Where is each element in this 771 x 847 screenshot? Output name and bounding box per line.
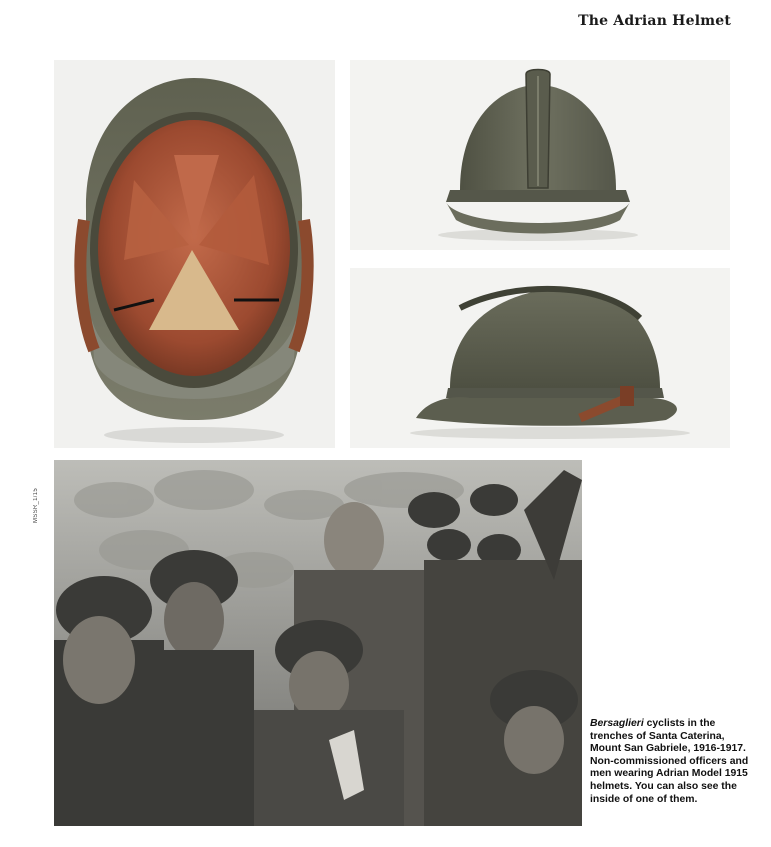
caption-italic-lead: Bersaglieri	[590, 718, 644, 729]
helmet-side-illustration	[350, 268, 730, 448]
photo-caption	[590, 718, 750, 806]
running-head: The Adrian Helmet	[578, 13, 731, 29]
helmet-front-illustration	[350, 60, 730, 250]
helmet-side-photo	[350, 268, 730, 448]
trench-photo-illustration	[54, 460, 582, 826]
helmet-front-photo	[350, 60, 730, 250]
helmet-inside-illustration	[54, 60, 335, 448]
helmet-inside-photo	[54, 60, 335, 448]
photo-credit: MSSR_1/15	[33, 487, 39, 523]
trench-photo	[54, 460, 582, 826]
caption-text: cyclists in the trenches of Santa Caterina, Mount San Gabriele, 1916-1917. Non-commissioned officers and men wearing Adrian Model 1915 helmets. You can also see the inside of one of them.	[590, 718, 749, 805]
